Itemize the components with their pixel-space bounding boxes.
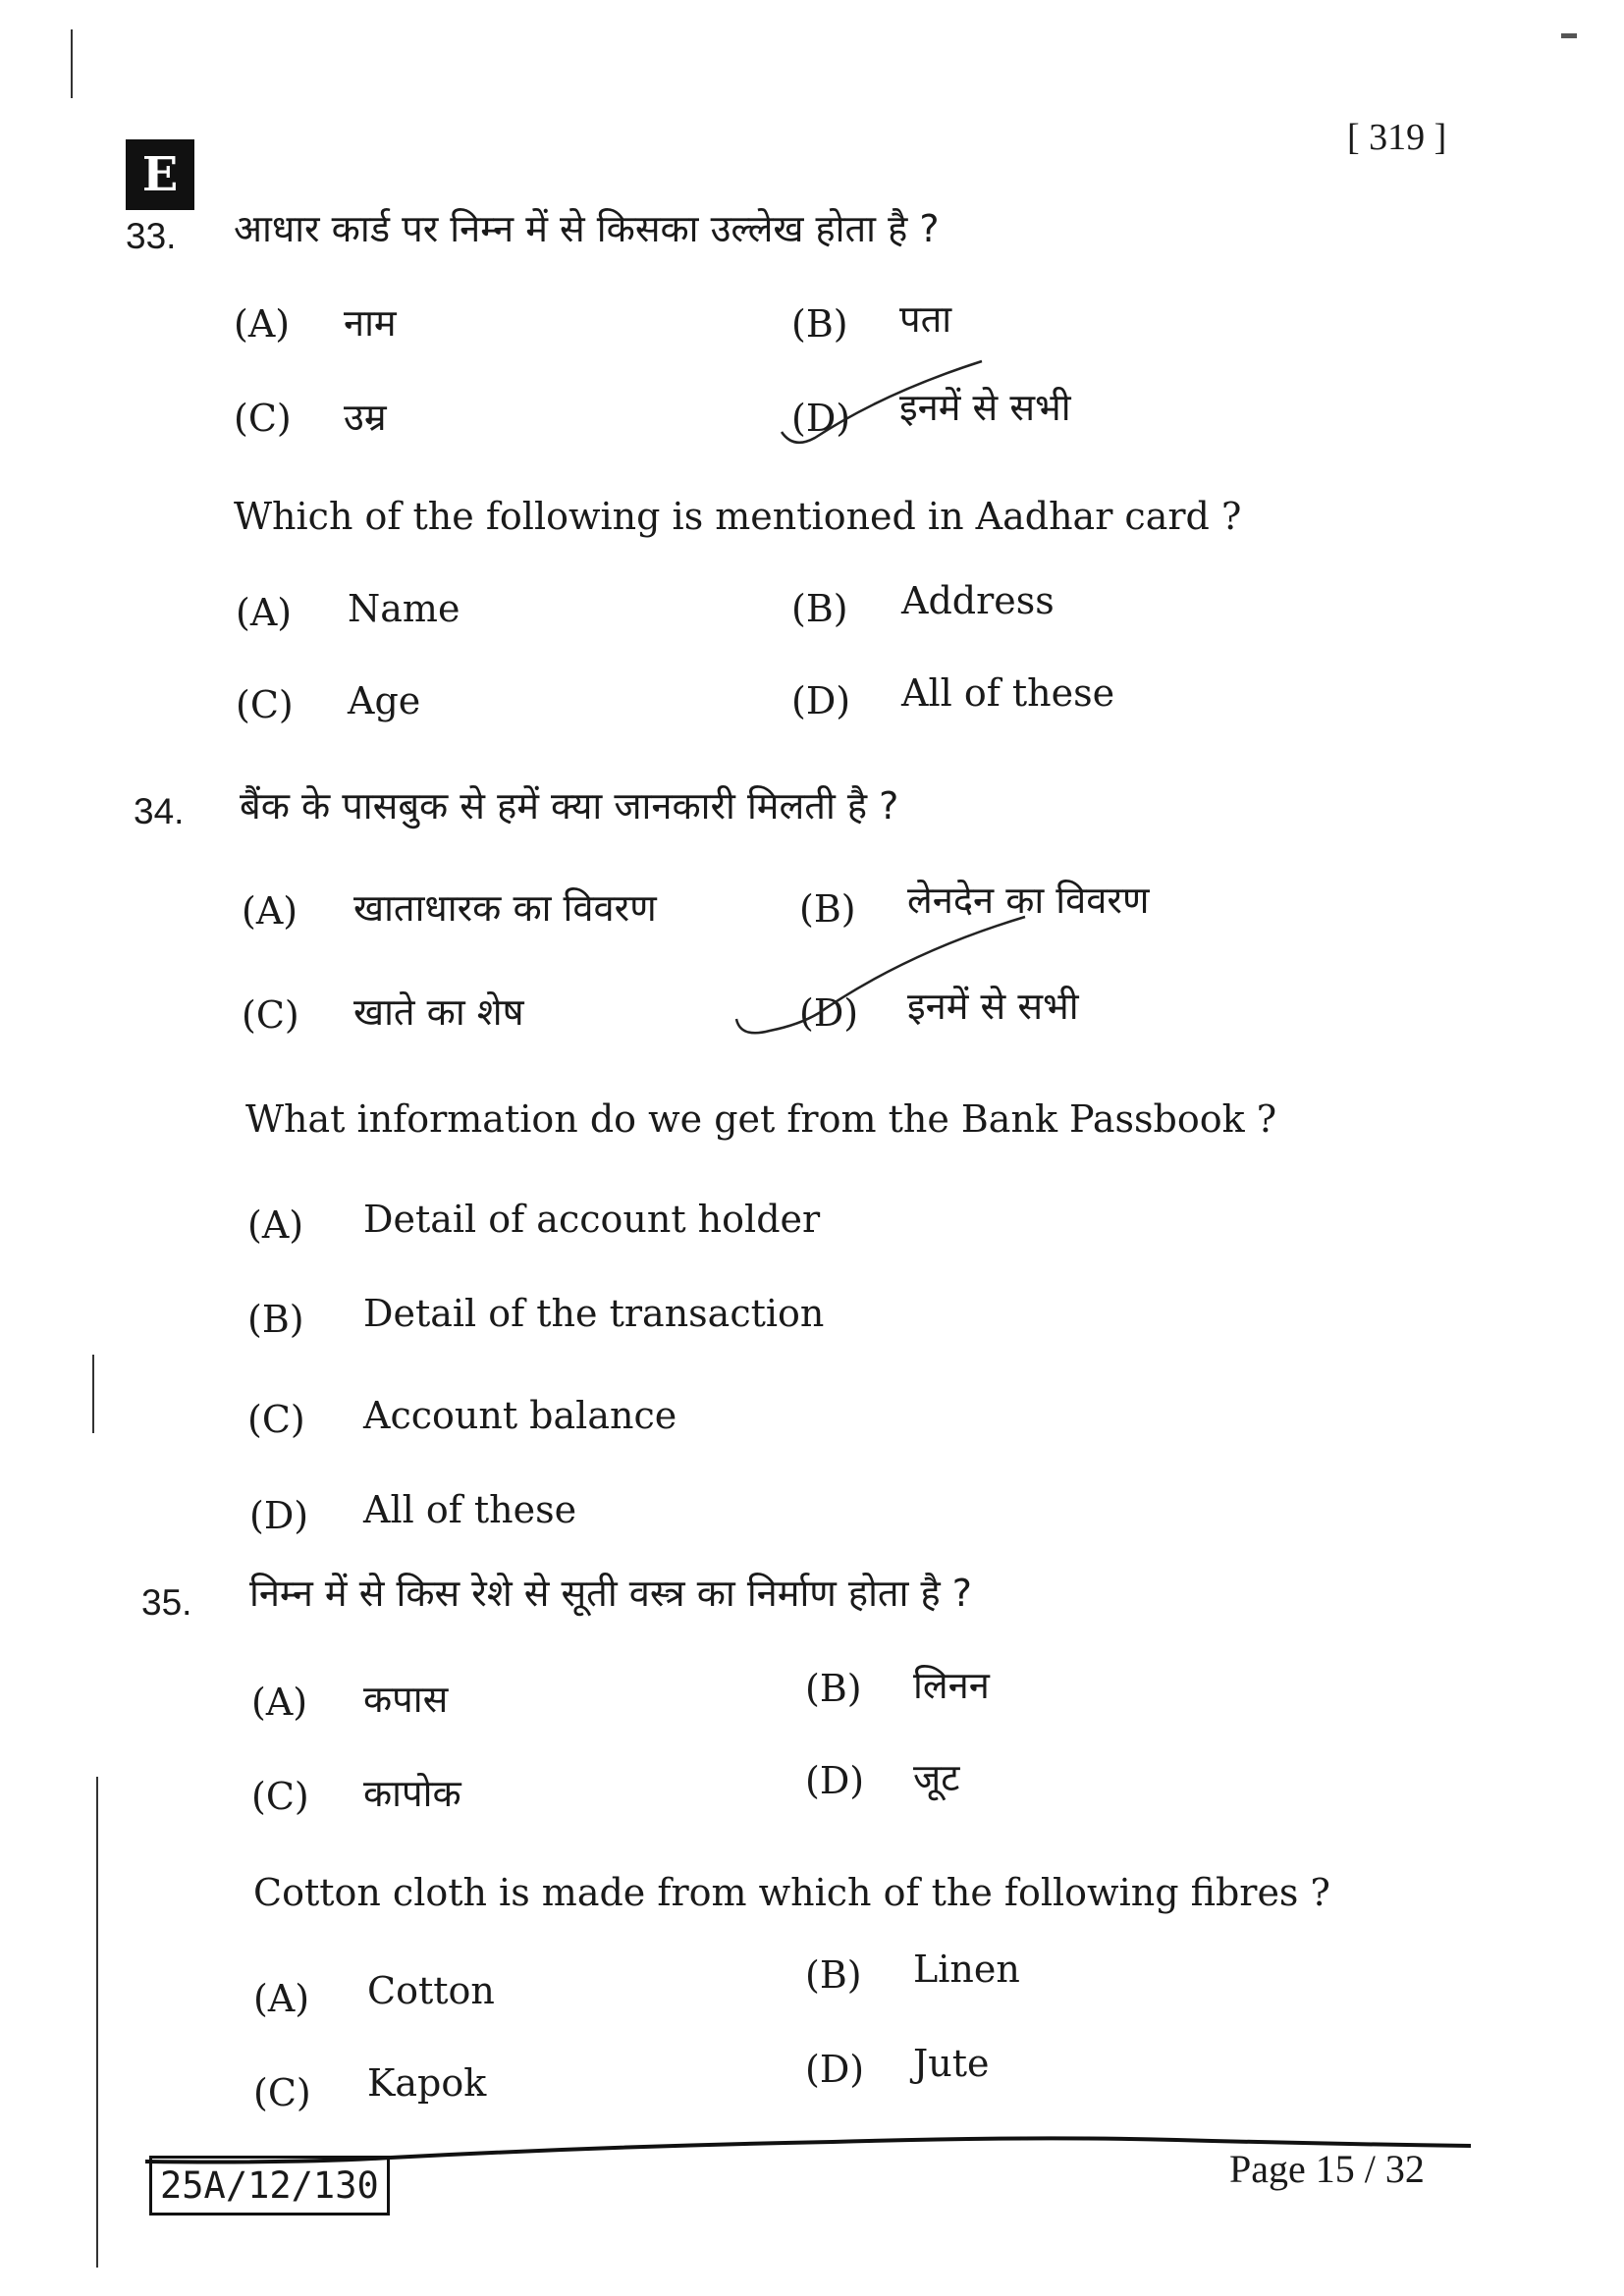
option-label: (D)	[249, 1494, 309, 1537]
option-text-hindi: कपास	[363, 1678, 449, 1721]
option-label: (B)	[791, 587, 848, 630]
question-text-hindi: बैंक के पासबुक से हमें क्या जानकारी मिलती है ?	[240, 784, 899, 828]
option-text-hindi: खाते का शेष	[353, 990, 524, 1034]
option-label: (A)	[242, 889, 298, 933]
option-label: (C)	[234, 397, 292, 440]
option-label: (B)	[799, 887, 856, 931]
option-text-english: Detail of the transaction	[363, 1292, 825, 1335]
option-text-english: All of these	[901, 671, 1115, 715]
option-text-hindi: इनमें से सभी	[907, 985, 1079, 1028]
scan-mark	[1561, 33, 1577, 38]
option-text-hindi: पता	[899, 297, 952, 341]
option-text-hindi: जूट	[913, 1756, 960, 1799]
option-label: (A)	[236, 591, 293, 634]
question-text-english: What information do we get from the Bank Passbook ?	[245, 1097, 1277, 1141]
option-text-english: Account balance	[363, 1394, 677, 1437]
option-text-hindi: लिनन	[913, 1664, 990, 1707]
option-text-english: Name	[348, 587, 460, 630]
option-text-english: Age	[348, 679, 421, 722]
option-text-english: Address	[901, 579, 1055, 622]
option-text-hindi: लेनदेन का विवरण	[907, 879, 1150, 922]
option-label: (C)	[236, 683, 294, 726]
option-label: (A)	[251, 1681, 308, 1724]
option-text-english: Kapok	[367, 2061, 487, 2105]
set-label-badge: E	[126, 139, 194, 210]
paper-serial-code: [ 319 ]	[1347, 117, 1447, 158]
page-number: Page 15 / 32	[1229, 2147, 1425, 2191]
option-label: (B)	[805, 1667, 862, 1710]
option-label: (C)	[253, 2071, 311, 2114]
option-label: (B)	[247, 1298, 304, 1341]
pen-tick-mark	[776, 353, 1011, 452]
question-text-english: Which of the following is mentioned in Aadhar card ?	[234, 495, 1242, 538]
option-label: (C)	[251, 1775, 309, 1818]
option-text-english: Detail of account holder	[363, 1198, 821, 1241]
scan-margin-line	[96, 1777, 98, 2268]
option-text-english: Jute	[913, 2042, 990, 2085]
option-label-marked: (D)	[791, 397, 851, 440]
question-text-hindi: निम्न में से किस रेशे से सूती वस्त्र का निर्माण होता है ?	[249, 1572, 972, 1615]
option-label: (D)	[805, 1759, 865, 1802]
question-number: 35.	[141, 1582, 192, 1623]
option-label: (D)	[791, 679, 851, 722]
option-text-hindi: इनमें से सभी	[899, 386, 1071, 429]
scan-margin-line	[71, 29, 73, 98]
option-label-marked: (D)	[799, 991, 859, 1035]
option-text-english: All of these	[363, 1488, 577, 1531]
option-label: (C)	[247, 1398, 305, 1441]
question-number: 33.	[126, 216, 177, 256]
option-text-english: Linen	[913, 1948, 1020, 1991]
scan-margin-line	[92, 1355, 94, 1433]
paper-code-box: 25A/12/130	[149, 2156, 390, 2216]
option-label: (D)	[805, 2048, 865, 2091]
option-label: (A)	[234, 302, 291, 346]
option-label: (A)	[253, 1977, 310, 2020]
option-text-hindi: उम्र	[344, 396, 387, 439]
option-label: (A)	[247, 1203, 304, 1247]
option-text-english: Cotton	[367, 1969, 495, 2012]
question-text-english: Cotton cloth is made from which of the following fibres ?	[253, 1871, 1330, 1914]
option-text-hindi: नाम	[344, 301, 397, 345]
option-label: (C)	[242, 993, 299, 1037]
pen-tick-mark	[731, 903, 1045, 1050]
option-text-hindi: खाताधारक का विवरण	[353, 886, 657, 930]
option-label: (B)	[805, 1953, 862, 1997]
option-text-hindi: कापोक	[363, 1772, 461, 1815]
question-number: 34.	[134, 791, 185, 831]
question-text-hindi: आधार कार्ड पर निम्न में से किसका उल्लेख होता है ?	[234, 207, 940, 250]
option-label: (B)	[791, 302, 848, 346]
